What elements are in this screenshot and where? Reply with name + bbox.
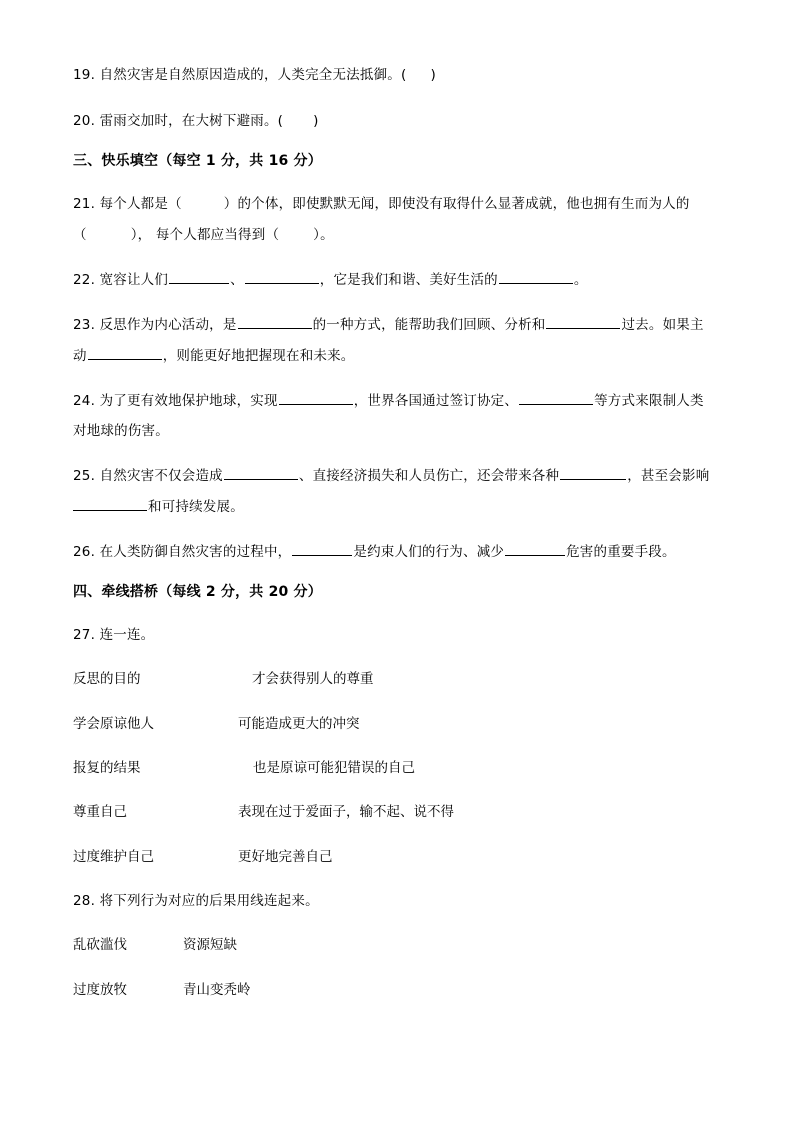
answer-blank[interactable] bbox=[73, 496, 147, 511]
answer-blank[interactable] bbox=[292, 541, 352, 556]
match-left-item[interactable]: 反思的目的 bbox=[73, 671, 141, 687]
question-number: 27. bbox=[73, 627, 96, 643]
answer-blank[interactable] bbox=[546, 314, 620, 329]
section-4-heading: 四、牵线搭桥（每线 2 分，共 20 分） bbox=[73, 584, 322, 600]
question-number: 28. bbox=[73, 893, 96, 909]
question-number: 23. bbox=[73, 317, 96, 333]
question-22 bbox=[73, 269, 588, 290]
question-text: ，世界各国通过签订协定、 bbox=[353, 393, 519, 409]
question-text: 自然灾害不仅会造成 bbox=[99, 468, 223, 484]
match-right-item[interactable]: 青山变秃岭 bbox=[183, 982, 251, 998]
match-right-item[interactable]: 也是原谅可能犯错误的自己 bbox=[253, 760, 415, 776]
match-right-item[interactable]: 表现在过于爱面子，输不起、说不得 bbox=[238, 804, 454, 820]
answer-blank[interactable] bbox=[224, 465, 298, 480]
question-19 bbox=[73, 65, 436, 85]
answer-blank[interactable] bbox=[499, 269, 573, 284]
question-25-line-1 bbox=[73, 465, 709, 486]
answer-blank[interactable] bbox=[245, 269, 319, 284]
answer-blank[interactable] bbox=[505, 541, 565, 556]
question-28 bbox=[73, 891, 319, 911]
question-number: 24. bbox=[73, 393, 96, 409]
question-text: 将下列行为对应的后果用线连起来。 bbox=[99, 893, 319, 909]
section-3-heading: 三、快乐填空（每空 1 分，共 16 分） bbox=[73, 153, 322, 169]
match-right-item[interactable]: 才会获得别人的尊重 bbox=[252, 671, 374, 687]
question-text: 过去。如果主 bbox=[621, 317, 704, 333]
question-text: 危害的重要手段。 bbox=[566, 544, 676, 560]
question-text: 为了更有效地保护地球，实现 bbox=[99, 393, 278, 409]
question-number: 26. bbox=[73, 544, 96, 560]
question-text: 连一连。 bbox=[99, 627, 155, 643]
answer-blank[interactable] bbox=[519, 390, 593, 405]
match-left-item[interactable]: 过度维护自己 bbox=[73, 849, 154, 865]
match-left-item[interactable]: 过度放牧 bbox=[73, 982, 127, 998]
match-right-item[interactable]: 资源短缺 bbox=[183, 937, 237, 953]
question-text: ）。 bbox=[313, 227, 334, 243]
question-text: 自然灾害是自然原因造成的，人类完全无法抵御。( bbox=[99, 67, 407, 83]
question-23-line-1 bbox=[73, 314, 704, 335]
question-number: 21. bbox=[73, 196, 96, 212]
question-text: 等方式来限制人类 bbox=[594, 393, 704, 409]
question-26 bbox=[73, 541, 676, 562]
match-right-item[interactable]: 可能造成更大的冲突 bbox=[238, 716, 360, 732]
question-27 bbox=[73, 625, 154, 645]
question-text: 、直接经济损失和人员伤亡，还会带来各种 bbox=[298, 468, 560, 484]
question-25-line-2 bbox=[73, 496, 244, 517]
question-number: 22. bbox=[73, 272, 96, 288]
question-text: 每个人都是（ bbox=[99, 196, 182, 212]
question-24-line-2: 对地球的伤害。 bbox=[73, 423, 169, 439]
question-20 bbox=[73, 111, 319, 131]
question-text: ，则能更好地把握现在和未来。 bbox=[162, 348, 355, 364]
question-number: 25. bbox=[73, 468, 96, 484]
answer-blank[interactable] bbox=[238, 314, 312, 329]
question-text: 雷雨交加时，在大树下避雨。( bbox=[99, 113, 284, 129]
answer-blank[interactable] bbox=[88, 345, 162, 360]
question-text: ，它是我们和谐、美好生活的 bbox=[319, 272, 498, 288]
answer-blank[interactable] bbox=[560, 465, 626, 480]
question-text: 的一种方式，能帮助我们回顾、分析和 bbox=[312, 317, 546, 333]
paren-close: ) bbox=[313, 113, 319, 129]
question-text: 是约束人们的行为、减少 bbox=[353, 544, 505, 560]
question-number: 19. bbox=[73, 67, 96, 83]
match-left-item[interactable]: 报复的结果 bbox=[73, 760, 141, 776]
match-left-item[interactable]: 尊重自己 bbox=[73, 804, 127, 820]
match-left-item[interactable]: 乱砍滥伐 bbox=[73, 937, 127, 953]
question-text: 和可持续发展。 bbox=[148, 499, 244, 515]
question-text: 动 bbox=[73, 348, 87, 364]
question-21-line-2 bbox=[73, 225, 334, 245]
question-text: ）， 每个人都应当得到（ bbox=[130, 227, 280, 243]
question-text: 宽容让人们 bbox=[99, 272, 169, 288]
answer-blank[interactable] bbox=[169, 269, 229, 284]
question-24-line-1 bbox=[73, 390, 704, 411]
question-21-line-1 bbox=[73, 194, 690, 214]
question-text: 、 bbox=[230, 272, 244, 288]
question-23-line-2 bbox=[73, 345, 355, 366]
question-number: 20. bbox=[73, 113, 96, 129]
question-text: 在人类防御自然灾害的过程中， bbox=[99, 544, 292, 560]
question-text: 。 bbox=[573, 272, 588, 288]
match-right-item[interactable]: 更好地完善自己 bbox=[238, 849, 333, 865]
question-text: ，甚至会影响 bbox=[627, 468, 710, 484]
question-text: ）的个体，即使默默无闻，即使没有取得什么显著成就，他也拥有生而为人的 bbox=[223, 196, 690, 212]
question-text: 反思作为内心活动，是 bbox=[99, 317, 237, 333]
paren-close: ) bbox=[430, 67, 436, 83]
answer-blank[interactable] bbox=[279, 390, 353, 405]
question-text: （ bbox=[73, 227, 87, 243]
match-left-item[interactable]: 学会原谅他人 bbox=[73, 716, 154, 732]
